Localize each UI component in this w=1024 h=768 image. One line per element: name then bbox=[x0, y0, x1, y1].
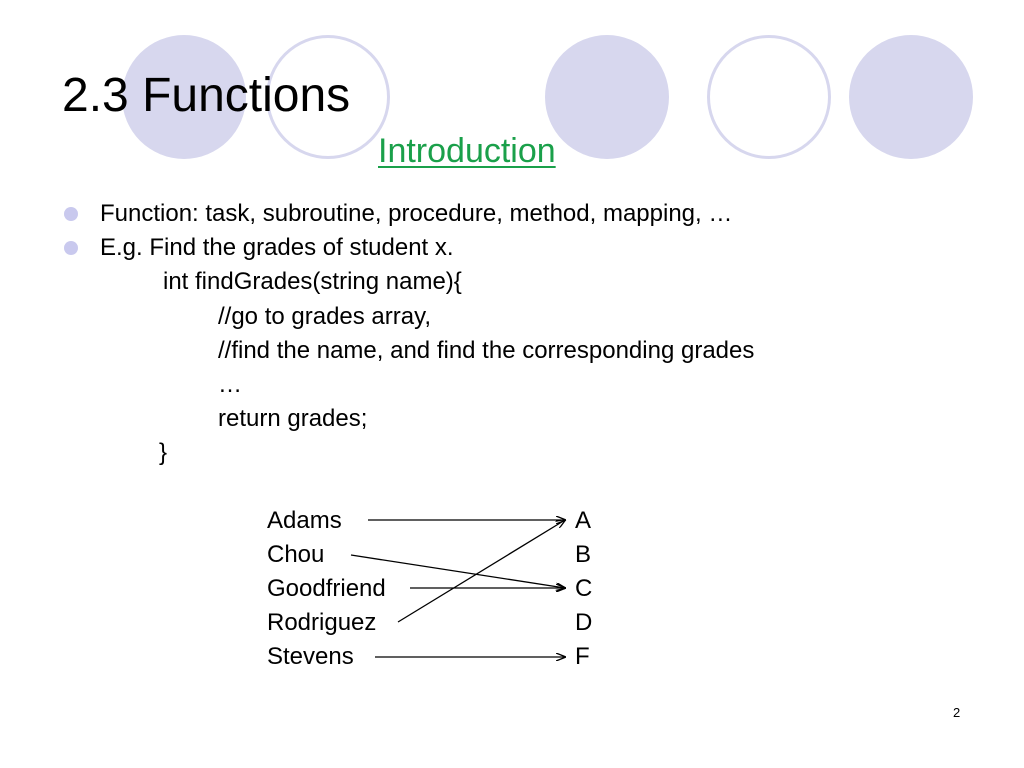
grade-letter: A bbox=[575, 507, 592, 534]
slide-title: 2.3 Functions bbox=[62, 69, 351, 122]
subtitle-link[interactable]: Introduction bbox=[378, 132, 556, 170]
student-name: Stevens bbox=[267, 643, 354, 670]
student-name: Chou bbox=[267, 541, 325, 568]
code-line: int findGrades(string name){ bbox=[163, 268, 462, 295]
arrow-rodriguez-to-a bbox=[398, 520, 565, 622]
code-line: return grades; bbox=[218, 405, 368, 432]
code-line: //find the name, and find the corresponding grades bbox=[218, 337, 755, 364]
grade-letter: F bbox=[575, 643, 590, 670]
code-line: //go to grades array, bbox=[218, 303, 431, 330]
grade-letter: D bbox=[575, 609, 593, 636]
grade-letter: B bbox=[575, 541, 592, 568]
code-line: … bbox=[218, 371, 242, 398]
student-name: Adams bbox=[267, 507, 342, 534]
student-name: Goodfriend bbox=[267, 575, 386, 602]
arrow-chou-to-c bbox=[351, 555, 565, 588]
code-line: } bbox=[159, 439, 168, 466]
bullet-text: Function: task, subroutine, procedure, method, mapping, … bbox=[100, 200, 733, 227]
bullet-text: E.g. Find the grades of student x. bbox=[100, 234, 454, 261]
student-name: Rodriguez bbox=[267, 609, 377, 636]
grade-letter: C bbox=[575, 575, 593, 602]
page-number: 2 bbox=[953, 705, 961, 720]
